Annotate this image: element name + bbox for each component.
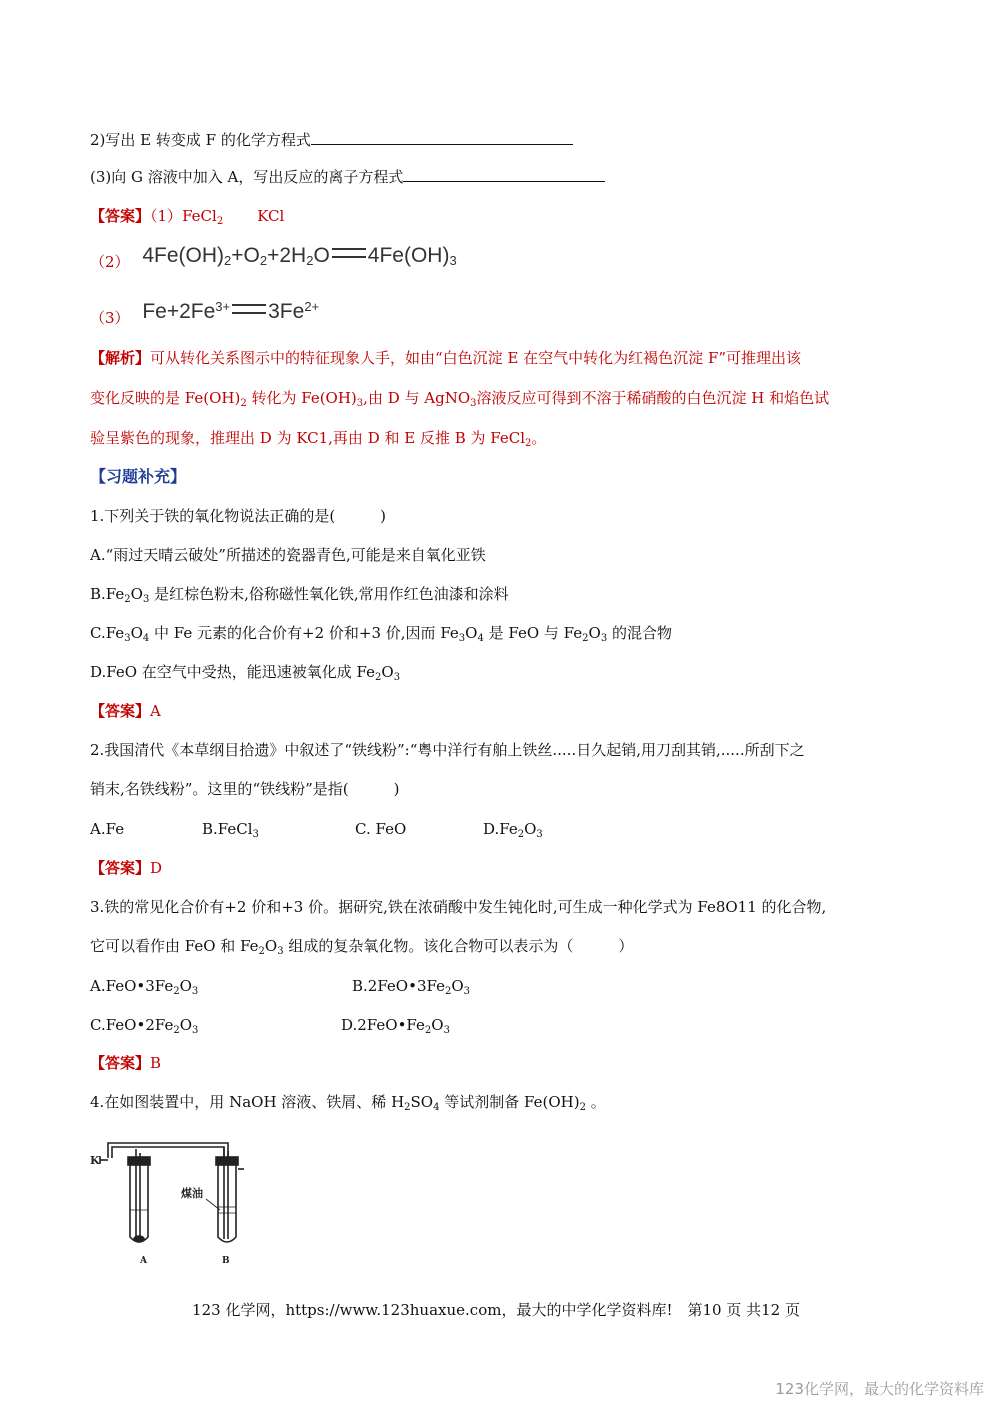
problem-3-option-a: $A.FeO•3Fe_2O_3$	[90, 977, 199, 997]
problem-3-option-b: $B.2FeO•3Fe_2O_3$	[352, 977, 471, 997]
problem-3-option-d: $D.2FeO•Fe_2O_3$	[341, 1016, 450, 1036]
valve-label: K	[90, 1154, 100, 1167]
problem-1-option-c: $C.Fe_3O_4$ 中 Fe 元素的化合价有+2 价和+3 价,因而 $Fe_3O_4$ 是 FeO 与 $Fe_2O_3$ 的混合物	[90, 624, 672, 644]
equation-2: （2） $4Fe(OH)_2+O_2+2H_2O$ $4Fe(OH)_3$	[90, 244, 457, 271]
problem-1-option-b: $B.Fe_2O_3$ 是红棕色粉末,俗称磁性氧化铁,常用作红色油漆和涂料	[90, 585, 509, 605]
problem-2-option-a: A.Fe	[90, 820, 125, 838]
page-footer: 123 化学网，https://www.123huaxue.com，最大的中学化学资料库! 第10 页 共12 页	[192, 1301, 800, 1319]
problem-2-stem-line-2: 销末,名铁线粉”。这里的“铁线粉”是指( )	[90, 780, 400, 798]
problem-1-option-d: D.FeO 在空气中受热，能迅速被氧化成 $Fe_2O_3$	[90, 663, 401, 683]
question-3-prompt: (3)向 G 溶液中加入 A，写出反应的离子方程式	[90, 167, 902, 187]
problem-3-stem-line-2: 它可以看作由 FeO 和 $Fe_2O_3$ 组成的复杂氧化物。该化合物可以表示为（ ）	[90, 937, 634, 957]
analysis-line-1: 【解析】可从转化关系图示中的特征现象人手，如由“白色沉淀 E 在空气中转化为红褐色沉淀 F”可推理出该	[90, 349, 802, 367]
problem-2-option-b: B.FeCl$_3$	[202, 820, 259, 840]
answer-blank	[311, 130, 573, 145]
equals-sign-icon	[332, 248, 366, 258]
question-2-prompt: 2)写出 E 转变成 F 的化学方程式	[90, 130, 902, 150]
problem-2-option-d: $D.Fe_2O_3$	[483, 820, 543, 840]
problem-3-answer: 【答案】B	[90, 1054, 162, 1072]
answer-tag: 【答案】	[90, 207, 151, 225]
equation-3: （3） $Fe+2Fe^{3+}$ $3Fe^{2+}$	[90, 299, 320, 327]
problem-1-option-a: A.“雨过天晴云破处”所描述的瓷器青色,可能是来自氧化亚铁	[90, 546, 486, 564]
watermark: 123化学网，最大的化学资料库	[775, 1380, 984, 1398]
problem-3-stem-line-1: 3.铁的常见化合价有+2 价和+3 价。据研究,铁在浓硝酸中发生钝化时,可生成一种化学式为 Fe8O11 的化合物,	[90, 898, 827, 916]
equation-image-3: $Fe+2Fe^{3+}$ $3Fe^{2+}$	[142, 299, 320, 323]
tube-b-label: B	[222, 1256, 230, 1266]
equals-sign-icon	[232, 304, 266, 314]
analysis-line-3: 验呈紫色的现象，推理出 D 为 KC1,再由 D 和 E 反推 B 为 FeCl$_2$。	[90, 429, 547, 449]
answer-1: 【答案】（1）FeCl$_2$ KCl	[90, 207, 285, 227]
answer-blank	[403, 167, 605, 182]
section-title: 【习题补充】	[90, 467, 187, 486]
problem-1-answer: 【答案】A	[90, 702, 161, 720]
problem-2-answer: 【答案】D	[90, 859, 163, 877]
problem-2-option-c: C. FeO	[355, 820, 407, 838]
problem-2-stem-line-1: 2.我国清代《本草纲目拾遗》中叙述了“铁线粉”:“粤中洋行有舶上铁丝.....日久起销,用刀刮其销,.....所刮下之	[90, 741, 805, 759]
problem-3-option-c: $C.FeO•2Fe_2O_3$	[90, 1016, 199, 1036]
kerosene-label: 煤油	[181, 1187, 203, 1200]
analysis-line-2: 变化反映的是 $Fe(OH)_2$ 转化为 $Fe(OH)_3$,由 D 与 AgNO$_3$溶液反应可得到不溶于稀硝酸的白色沉淀 H 和焰色试	[90, 389, 830, 409]
tube-a-label: A	[140, 1256, 147, 1266]
problem-4-stem: 4.在如图装置中，用 NaOH 溶液、铁屑、稀 $H_2SO_4$ 等试剂制备 $Fe(OH)_2$ 。	[90, 1093, 606, 1113]
problem-1-stem: 1.下列关于铁的氧化物说法正确的是( )	[90, 507, 387, 525]
equation-image-2: $4Fe(OH)_2+O_2+2H_2O$ $4Fe(OH)_3$	[142, 244, 457, 268]
apparatus-figure	[88, 1135, 248, 1270]
